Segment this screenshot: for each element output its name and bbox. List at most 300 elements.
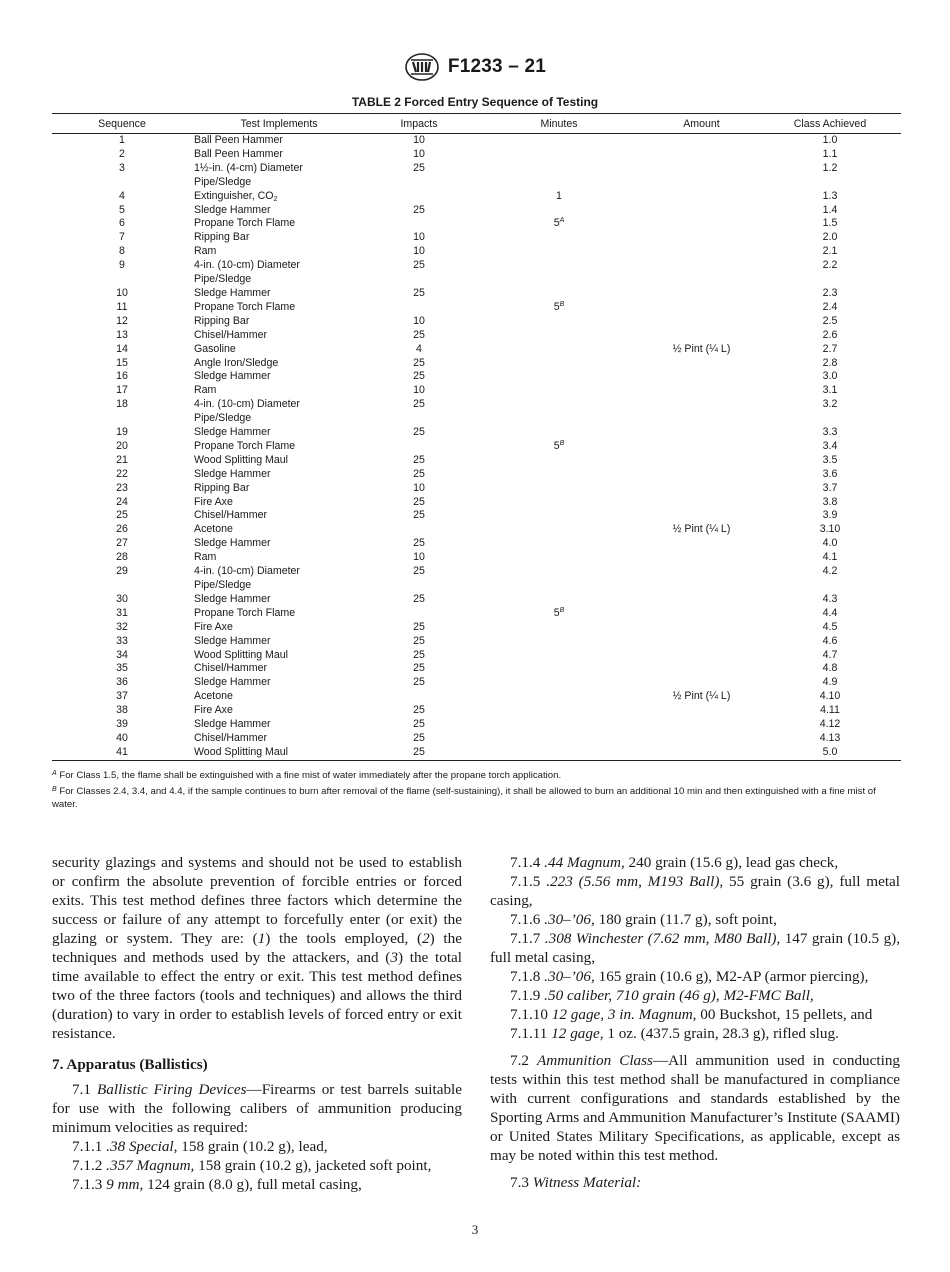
column-header-class-achieved: Class Achieved	[759, 114, 901, 134]
clause-text: 147 grain (10.5 g), full metal casing,	[490, 930, 901, 966]
clause-number: 7.1.11	[510, 1025, 552, 1042]
cell-test-implement	[192, 245, 364, 259]
cell-amount	[644, 231, 759, 245]
cell-amount	[644, 579, 759, 593]
cell-sequence	[52, 482, 192, 496]
cell-impacts	[364, 398, 474, 412]
footnote-reference: B	[559, 606, 565, 614]
cell-amount	[644, 607, 759, 621]
cell-test-implement-text: Propane Torch Flame	[194, 300, 296, 313]
cell-test-implement-text: Chisel/Hammer	[194, 328, 267, 341]
cell-test-implement	[192, 370, 364, 384]
cell-impacts-text: 25	[413, 161, 425, 174]
cell-amount	[644, 440, 759, 454]
table-row	[52, 565, 901, 579]
cell-minutes	[474, 593, 644, 607]
cell-test-implement	[192, 565, 364, 579]
clause-number: 7.2	[510, 1052, 537, 1069]
cell-class-achieved	[759, 190, 901, 204]
cell-test-implement	[192, 690, 364, 704]
table-row	[52, 190, 901, 204]
cell-impacts	[364, 204, 474, 218]
footnote-reference: A	[559, 217, 565, 225]
cell-class-achieved	[759, 273, 901, 287]
cell-sequence-text: 30	[116, 592, 128, 605]
cell-class-achieved-text: 4.8	[822, 662, 838, 675]
cell-impacts	[364, 704, 474, 718]
cell-test-implement	[192, 134, 364, 148]
cell-class-achieved	[759, 287, 901, 301]
cell-amount	[644, 482, 759, 496]
document-header	[0, 52, 950, 86]
cell-test-implement-text: Ram	[194, 551, 217, 564]
cell-minutes	[474, 301, 644, 315]
cell-test-implement	[192, 176, 364, 190]
cell-minutes	[474, 649, 644, 663]
cell-sequence	[52, 537, 192, 551]
cell-impacts	[364, 190, 474, 204]
cell-sequence-text: 5	[119, 203, 125, 216]
table-row	[52, 329, 901, 343]
clause-number: 7.1.1	[72, 1138, 107, 1155]
cell-impacts	[364, 315, 474, 329]
cell-sequence	[52, 176, 192, 190]
cell-minutes	[474, 718, 644, 732]
paragraph-text: security glazings and systems and should not be used to establish or confirm the absolute prevention of forcible entries or forced exits. This test method defines three factors which determine the success or failure of any attempt to forcefully enter (or exit) the glazing or system. They are: (	[52, 854, 462, 947]
clause-number: 7.1	[72, 1081, 97, 1098]
cell-minutes	[474, 746, 644, 760]
cell-class-achieved	[759, 579, 901, 593]
cell-impacts	[364, 301, 474, 315]
cell-test-implement-text: Sledge Hammer	[194, 592, 271, 605]
cell-test-implement-text: Sledge Hammer	[194, 537, 271, 550]
table-row	[52, 148, 901, 162]
cell-test-implement	[192, 204, 364, 218]
cell-class-achieved	[759, 496, 901, 510]
caliber: .44 Magnum,	[544, 854, 625, 871]
cell-sequence-text: 35	[116, 662, 128, 675]
cell-amount	[644, 690, 759, 704]
cell-class-achieved-text: 5.0	[822, 745, 838, 758]
cell-amount-text: ½ Pint (¼ L)	[672, 523, 731, 536]
table-row	[52, 287, 901, 301]
cell-impacts-text: 25	[413, 592, 425, 605]
table-row	[52, 579, 901, 593]
cell-minutes	[474, 176, 644, 190]
cell-sequence-text: 4	[119, 189, 125, 202]
cell-amount	[644, 273, 759, 287]
cell-test-implement	[192, 454, 364, 468]
cell-test-implement-text: Chisel/Hammer	[194, 509, 267, 522]
column-header-amount: Amount	[644, 114, 759, 134]
cell-sequence-text: 15	[116, 356, 128, 369]
cell-minutes	[474, 384, 644, 398]
cell-minutes	[474, 231, 644, 245]
cell-class-achieved	[759, 621, 901, 635]
list-number: 1	[257, 930, 266, 947]
cell-sequence	[52, 370, 192, 384]
cell-impacts	[364, 537, 474, 551]
table-row	[52, 384, 901, 398]
cell-sequence	[52, 204, 192, 218]
cell-amount	[644, 384, 759, 398]
cell-impacts-text: 25	[413, 426, 425, 439]
caliber: 12 gage,	[551, 1025, 604, 1042]
cell-class-achieved-text: 3.2	[822, 398, 838, 411]
cell-minutes	[474, 496, 644, 510]
cell-impacts-text: 10	[413, 384, 425, 397]
cell-impacts-text: 25	[413, 620, 425, 633]
cell-test-implement	[192, 412, 364, 426]
cell-class-achieved	[759, 231, 901, 245]
table-row	[52, 690, 901, 704]
cell-test-implement	[192, 537, 364, 551]
cell-amount	[644, 204, 759, 218]
cell-minutes	[474, 551, 644, 565]
cell-class-achieved	[759, 384, 901, 398]
clause-text: 158 grain (10.2 g), lead,	[177, 1138, 328, 1155]
table-row	[52, 593, 901, 607]
table-row	[52, 468, 901, 482]
cell-test-implement-text: Ram	[194, 384, 217, 397]
cell-impacts-text: 10	[413, 134, 425, 146]
forced-entry-table	[52, 113, 901, 761]
cell-sequence-text: 6	[119, 217, 125, 230]
cell-sequence-text: 13	[116, 328, 128, 341]
cell-impacts-text: 10	[413, 147, 425, 160]
cell-impacts	[364, 273, 474, 287]
cell-impacts	[364, 454, 474, 468]
cell-amount-text: ½ Pint (¼ L)	[672, 342, 731, 355]
cell-test-implement-text: Sledge Hammer	[194, 426, 271, 439]
cell-amount	[644, 551, 759, 565]
cell-amount	[644, 676, 759, 690]
cell-test-implement-text: Sledge Hammer	[194, 370, 271, 383]
cell-impacts	[364, 343, 474, 357]
cell-minutes	[474, 287, 644, 301]
cell-class-achieved	[759, 649, 901, 663]
cell-class-achieved-text: 4.0	[822, 537, 838, 550]
caliber: .357 Magnum,	[106, 1157, 195, 1174]
cell-test-implement	[192, 496, 364, 510]
paragraph-7-3	[490, 1173, 900, 1192]
cell-sequence-text: 32	[116, 620, 128, 633]
cell-impacts	[364, 509, 474, 523]
caliber: 9 mm,	[106, 1176, 144, 1193]
cell-impacts-text: 25	[413, 398, 425, 411]
cell-sequence-text: 16	[116, 370, 128, 383]
clause-number: 7.1.3	[72, 1176, 107, 1193]
cell-amount	[644, 148, 759, 162]
paragraph-text: ) the total time available to effect the entry or exit. This test method defines two of the three factors (tools and techniques) and allows the third (duration) to vary in order to establish levels of forced entry or exit resistance.	[52, 949, 462, 1042]
table-row	[52, 217, 901, 231]
cell-sequence-text: 20	[116, 439, 128, 452]
cell-sequence	[52, 579, 192, 593]
subscript: 2	[273, 195, 278, 203]
cell-minutes	[474, 454, 644, 468]
cell-class-achieved	[759, 565, 901, 579]
cell-amount	[644, 343, 759, 357]
cell-impacts-text: 10	[413, 231, 425, 244]
cell-impacts	[364, 176, 474, 190]
cell-class-achieved-text: 2.1	[822, 245, 838, 258]
cell-class-achieved-text: 3.7	[822, 481, 838, 494]
cell-sequence	[52, 426, 192, 440]
cell-class-achieved-text: 4.3	[822, 592, 838, 605]
cell-test-implement-text: Extinguisher, CO	[194, 189, 274, 202]
cell-impacts	[364, 148, 474, 162]
cell-test-implement-text: Pipe/Sledge	[194, 412, 252, 425]
cell-sequence-text: 23	[116, 481, 128, 494]
cell-impacts-text: 25	[413, 495, 425, 508]
item-7-1-4	[490, 853, 900, 872]
cell-test-implement-text: Pipe/Sledge	[194, 175, 252, 188]
cell-class-achieved	[759, 593, 901, 607]
cell-impacts	[364, 690, 474, 704]
paragraph-scope-continued	[52, 853, 462, 1043]
paragraph-text: ) the tools employed, (	[265, 930, 423, 947]
clause-number: 7.1.5	[510, 873, 547, 890]
cell-amount	[644, 370, 759, 384]
table-row	[52, 370, 901, 384]
cell-sequence	[52, 509, 192, 523]
cell-class-achieved-text: 4.10	[819, 690, 841, 703]
cell-sequence	[52, 301, 192, 315]
cell-class-achieved	[759, 315, 901, 329]
cell-test-implement	[192, 148, 364, 162]
forced-entry-table-container	[52, 113, 899, 761]
cell-class-achieved	[759, 176, 901, 190]
cell-class-achieved-text: 4.6	[822, 634, 838, 647]
cell-test-implement-text: 4-in. (10-cm) Diameter	[194, 565, 300, 578]
cell-class-achieved-text: 3.4	[822, 439, 838, 452]
cell-class-achieved	[759, 523, 901, 537]
cell-sequence-text: 17	[116, 384, 128, 397]
cell-amount	[644, 301, 759, 315]
cell-sequence-text: 24	[116, 495, 128, 508]
cell-minutes	[474, 704, 644, 718]
table-row	[52, 732, 901, 746]
cell-sequence-text: 34	[116, 648, 128, 661]
cell-amount	[644, 649, 759, 663]
cell-sequence	[52, 343, 192, 357]
cell-sequence	[52, 621, 192, 635]
cell-class-achieved-text: 4.12	[819, 718, 841, 731]
cell-test-implement-text: Acetone	[194, 690, 233, 703]
cell-minutes	[474, 245, 644, 259]
cell-class-achieved-text: 3.6	[822, 467, 838, 480]
cell-amount	[644, 523, 759, 537]
table-row	[52, 231, 901, 245]
cell-class-achieved	[759, 134, 901, 148]
caliber: .38 Special,	[106, 1138, 178, 1155]
cell-test-implement-text: Sledge Hammer	[194, 203, 271, 216]
cell-impacts	[364, 162, 474, 176]
cell-class-achieved-text: 2.8	[822, 356, 838, 369]
cell-test-implement-text: Propane Torch Flame	[194, 439, 296, 452]
cell-class-achieved	[759, 718, 901, 732]
cell-class-achieved-text: 3.0	[822, 370, 838, 383]
table-row	[52, 301, 901, 315]
cell-impacts-text: 25	[413, 565, 425, 578]
cell-amount-text: ½ Pint (¼ L)	[672, 690, 731, 703]
cell-test-implement-text: 4-in. (10-cm) Diameter	[194, 259, 300, 272]
cell-impacts	[364, 635, 474, 649]
cell-sequence	[52, 551, 192, 565]
cell-class-achieved-text: 4.11	[820, 704, 840, 717]
cell-impacts	[364, 482, 474, 496]
footnote-text: For Class 1.5, the flame shall be extinguished with a fine mist of water immediately after the propane torch application.	[56, 770, 562, 781]
cell-sequence	[52, 190, 192, 204]
cell-test-implement-text: 4-in. (10-cm) Diameter	[194, 398, 300, 411]
cell-test-implement-text: Propane Torch Flame	[194, 217, 296, 230]
cell-minutes-text: 5	[553, 439, 560, 452]
item-7-1-2	[52, 1156, 462, 1175]
cell-sequence-text: 25	[116, 509, 128, 522]
cell-minutes	[474, 357, 644, 371]
cell-impacts	[364, 662, 474, 676]
table-row	[52, 537, 901, 551]
cell-minutes	[474, 523, 644, 537]
cell-sequence	[52, 134, 192, 148]
cell-impacts	[364, 579, 474, 593]
document-id: F1233 – 21	[447, 56, 547, 77]
cell-sequence-text: 29	[116, 565, 128, 578]
cell-sequence	[52, 454, 192, 468]
item-7-1-7	[490, 929, 900, 967]
cell-impacts	[364, 259, 474, 273]
clause-text: 124 grain (8.0 g), full metal casing,	[143, 1176, 362, 1193]
cell-minutes-text: 5	[553, 606, 560, 619]
cell-class-achieved-text: 1.2	[822, 161, 838, 174]
cell-minutes	[474, 412, 644, 426]
cell-class-achieved-text: 3.3	[822, 426, 838, 439]
cell-amount	[644, 593, 759, 607]
cell-impacts-text: 25	[413, 662, 425, 675]
cell-sequence	[52, 662, 192, 676]
cell-test-implement	[192, 468, 364, 482]
cell-sequence-text: 26	[116, 523, 128, 536]
cell-class-achieved-text: 1.1	[822, 147, 838, 160]
footnote-mark: A	[52, 770, 57, 777]
cell-sequence-text: 22	[116, 467, 128, 480]
cell-class-achieved-text: 4.5	[822, 620, 838, 633]
footnote-b	[52, 783, 899, 812]
clause-text: 158 grain (10.2 g), jacketed soft point,	[194, 1157, 432, 1174]
cell-class-achieved-text: 2.6	[822, 328, 838, 341]
cell-sequence-text: 7	[119, 231, 125, 244]
cell-sequence	[52, 287, 192, 301]
cell-test-implement	[192, 551, 364, 565]
cell-impacts	[364, 732, 474, 746]
cell-test-implement	[192, 732, 364, 746]
cell-sequence	[52, 732, 192, 746]
cell-sequence-text: 41	[116, 745, 128, 758]
cell-impacts	[364, 746, 474, 760]
cell-impacts	[364, 593, 474, 607]
cell-minutes	[474, 398, 644, 412]
cell-amount	[644, 259, 759, 273]
cell-test-implement-text: 1½-in. (4-cm) Diameter	[194, 161, 303, 174]
cell-amount	[644, 718, 759, 732]
list-number: 3	[390, 949, 398, 966]
cell-minutes	[474, 190, 644, 204]
table-row	[52, 676, 901, 690]
cell-impacts	[364, 329, 474, 343]
cell-impacts	[364, 357, 474, 371]
astm-logo-icon	[404, 52, 440, 82]
cell-impacts	[364, 384, 474, 398]
cell-test-implement-text: Wood Splitting Maul	[194, 648, 289, 661]
clause-number: 7.1.8	[510, 968, 545, 985]
table-row	[52, 315, 901, 329]
caliber: .30–’06,	[544, 911, 595, 928]
column-header-minutes: Minutes	[474, 114, 644, 134]
cell-impacts-text: 25	[413, 731, 425, 744]
cell-amount	[644, 746, 759, 760]
cell-minutes	[474, 273, 644, 287]
cell-test-implement	[192, 440, 364, 454]
table-header-row	[52, 114, 901, 134]
cell-impacts-text: 25	[413, 370, 425, 383]
cell-sequence-text: 8	[119, 245, 125, 258]
cell-impacts-text: 25	[413, 328, 425, 341]
cell-test-implement-text: Chisel/Hammer	[194, 731, 267, 744]
cell-class-achieved	[759, 607, 901, 621]
cell-minutes	[474, 426, 644, 440]
left-column	[52, 853, 462, 1194]
cell-sequence-text: 21	[116, 453, 128, 466]
list-number: 2	[422, 930, 430, 947]
cell-class-achieved	[759, 440, 901, 454]
item-7-1-9	[490, 986, 900, 1005]
cell-class-achieved-text: 4.4	[822, 606, 838, 619]
table-row	[52, 343, 901, 357]
cell-impacts-text: 25	[413, 203, 425, 216]
cell-test-implement-text: Sledge Hammer	[194, 286, 271, 299]
clause-text: 55 grain (3.6 g), full metal casing,	[490, 873, 901, 909]
cell-class-achieved	[759, 468, 901, 482]
cell-amount	[644, 398, 759, 412]
cell-impacts	[364, 565, 474, 579]
cell-class-achieved-text: 1.0	[822, 134, 838, 146]
cell-impacts	[364, 649, 474, 663]
cell-test-implement	[192, 676, 364, 690]
cell-amount	[644, 315, 759, 329]
cell-class-achieved-text: 4.2	[822, 565, 838, 578]
cell-test-implement	[192, 162, 364, 176]
cell-amount	[644, 217, 759, 231]
clause-number: 7.1.4	[510, 854, 545, 871]
cell-minutes	[474, 370, 644, 384]
cell-amount	[644, 412, 759, 426]
item-7-1-6	[490, 910, 900, 929]
cell-impacts	[364, 676, 474, 690]
item-7-1-10	[490, 1005, 900, 1024]
cell-impacts	[364, 468, 474, 482]
cell-test-implement	[192, 329, 364, 343]
cell-minutes	[474, 579, 644, 593]
cell-test-implement-text: Acetone	[194, 523, 233, 536]
cell-class-achieved-text: 4.9	[822, 676, 838, 689]
cell-impacts	[364, 370, 474, 384]
table-row	[52, 649, 901, 663]
cell-impacts	[364, 551, 474, 565]
cell-amount	[644, 176, 759, 190]
cell-impacts-text: 10	[413, 245, 425, 258]
cell-sequence	[52, 273, 192, 287]
cell-impacts-text: 10	[413, 481, 425, 494]
